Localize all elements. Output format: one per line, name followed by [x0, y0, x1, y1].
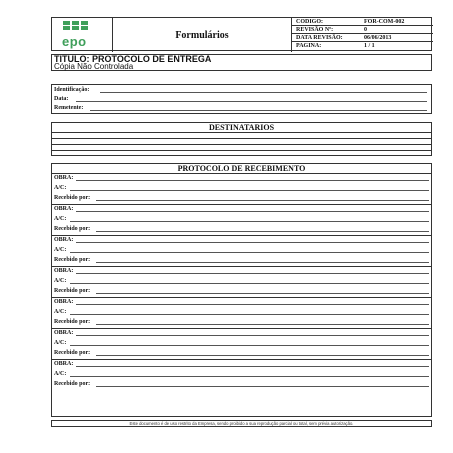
receipt-protocol-title: PROTOCOLO DE RECEBIMENTO	[177, 164, 306, 173]
received-by-label: Recebido por:	[54, 350, 91, 356]
recipient-line[interactable]	[52, 144, 431, 145]
meta-value: 0	[364, 27, 367, 33]
ac-field[interactable]	[70, 221, 429, 222]
obra-label: OBRA:	[54, 237, 74, 243]
receipt-entry	[52, 328, 431, 359]
ac-label: A/C:	[54, 185, 67, 191]
recipients-box	[51, 122, 432, 156]
ac-label: A/C:	[54, 340, 67, 346]
obra-label: OBRA:	[54, 268, 74, 274]
receipt-entry	[52, 204, 431, 235]
obra-label: OBRA:	[54, 361, 74, 367]
obra-field[interactable]	[76, 273, 429, 274]
ac-label: A/C:	[54, 371, 67, 377]
ac-label: A/C:	[54, 216, 67, 222]
meta-label: PAGINA:	[296, 43, 322, 49]
obra-field[interactable]	[76, 242, 429, 243]
ac-field[interactable]	[70, 252, 429, 253]
received-by-label: Recebido por:	[54, 319, 91, 325]
recipient-line[interactable]	[52, 138, 431, 139]
received-by-label: Recebido por:	[54, 195, 91, 201]
copy-status: Cópia Não Controlada	[54, 62, 134, 71]
form-page	[51, 17, 432, 426]
obra-field[interactable]	[76, 180, 429, 181]
received-by-label: Recebido por:	[54, 226, 91, 232]
receipt-entry	[52, 297, 431, 328]
receipt-entry	[52, 173, 431, 204]
received-by-field[interactable]	[96, 355, 429, 356]
receipt-protocol-box	[51, 163, 432, 417]
ac-label: A/C:	[54, 309, 67, 315]
obra-field[interactable]	[76, 335, 429, 336]
received-by-field[interactable]	[96, 386, 429, 387]
receipt-entry	[52, 359, 431, 390]
form-category-label: Formulários	[112, 18, 292, 52]
recipient-line[interactable]	[52, 150, 431, 151]
confidentiality-footer: Este documento é de uso restrito da Empresa, sendo proibido a sua reprodução parcial ou total, sem prévia autorização.	[51, 420, 432, 427]
logo-mark-icon	[63, 21, 89, 34]
received-by-label: Recebido por:	[54, 257, 91, 263]
identification-field[interactable]	[100, 92, 427, 93]
obra-field[interactable]	[76, 211, 429, 212]
obra-label: OBRA:	[54, 206, 74, 212]
received-by-field[interactable]	[96, 324, 429, 325]
ac-field[interactable]	[70, 345, 429, 346]
document-title: TITULO: PROTOCOLO DE ENTREGA	[54, 54, 212, 64]
received-by-label: Recebido por:	[54, 381, 91, 387]
meta-value: 1 / 1	[364, 43, 375, 49]
identification-box	[51, 84, 432, 114]
meta-label: REVISÃO Nº:	[296, 27, 334, 33]
receipt-entry	[52, 266, 431, 297]
ac-field[interactable]	[70, 190, 429, 191]
obra-field[interactable]	[76, 304, 429, 305]
identification-label: Identificação:	[54, 87, 90, 93]
meta-row-page	[292, 42, 433, 50]
recipients-title: DESTINATARIOS	[52, 123, 431, 133]
meta-row-revision-date	[292, 34, 433, 42]
ac-label: A/C:	[54, 247, 67, 253]
date-field[interactable]	[76, 101, 427, 102]
received-by-label: Recebido por:	[54, 288, 91, 294]
meta-label: DATA REVISÃO:	[296, 35, 343, 41]
meta-label: CODIGO:	[296, 19, 323, 25]
received-by-field[interactable]	[96, 262, 429, 263]
ac-field[interactable]	[70, 376, 429, 377]
received-by-field[interactable]	[96, 293, 429, 294]
document-title-bar	[51, 54, 432, 71]
ac-field[interactable]	[70, 283, 429, 284]
sender-label: Remetente:	[54, 105, 84, 111]
obra-label: OBRA:	[54, 299, 74, 305]
form-header	[51, 17, 432, 51]
ac-label: A/C:	[54, 278, 67, 284]
obra-field[interactable]	[76, 366, 429, 367]
obra-label: OBRA:	[54, 175, 74, 181]
meta-row-code	[292, 18, 433, 26]
logo-text: epo	[62, 34, 87, 49]
company-logo	[57, 21, 97, 51]
ac-field[interactable]	[70, 314, 429, 315]
document-meta-table	[292, 18, 433, 52]
meta-value: 06/06/2013	[364, 35, 392, 41]
received-by-field[interactable]	[96, 231, 429, 232]
obra-label: OBRA:	[54, 330, 74, 336]
meta-value: FOR-COM-002	[364, 19, 405, 25]
date-label: Data:	[54, 96, 69, 102]
receipt-entry	[52, 235, 431, 266]
sender-field[interactable]	[90, 110, 427, 111]
meta-row-revision	[292, 26, 433, 34]
received-by-field[interactable]	[96, 200, 429, 201]
